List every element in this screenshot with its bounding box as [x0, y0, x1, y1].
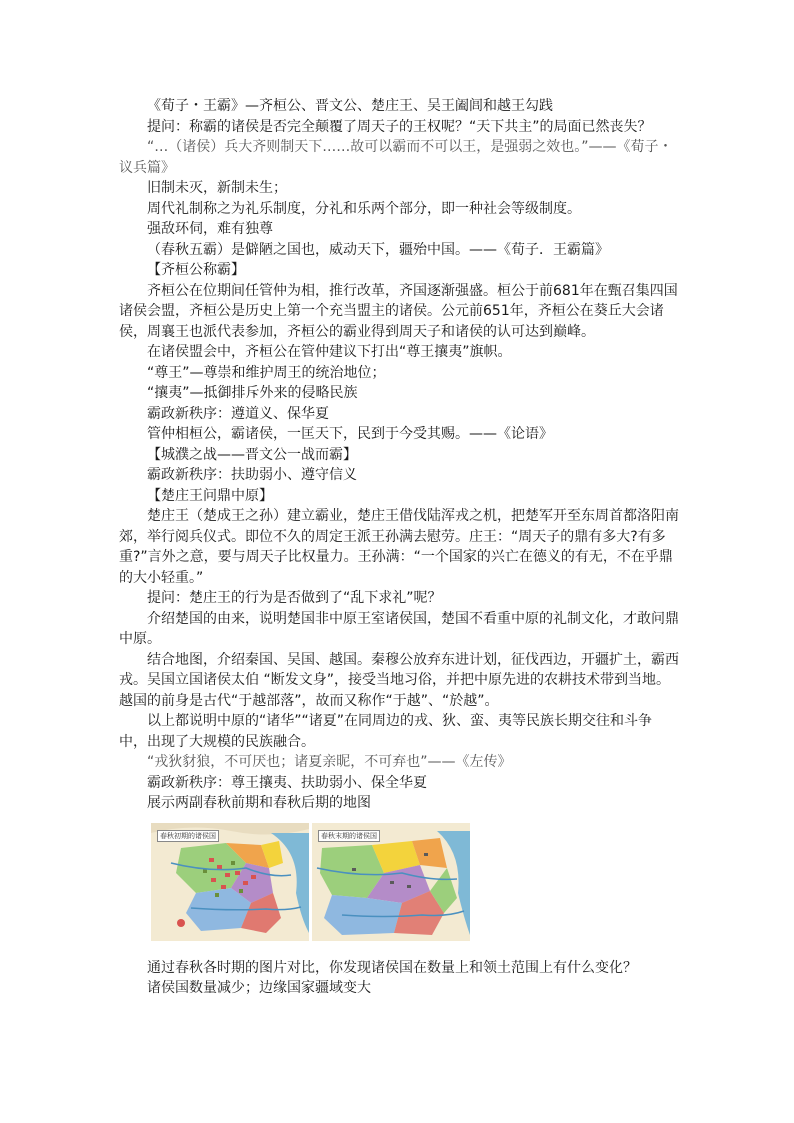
line-15: 霸政新秩序：扶助弱小、遵守信义: [147, 467, 357, 483]
line-22-quote: “戎狄豺狼，不可厌也；诸夏亲昵，不可弃也”——《左传》: [147, 754, 512, 770]
line-5: 强敌环伺，难有独尊: [147, 221, 273, 237]
line-18: 提问：楚庄王的行为是否做到了“乱下求礼”呢？: [147, 590, 442, 606]
question-comparison: 通过春秋各时期的图片对比，你发现诸侯国在数量上和领土范围上有什么变化？: [147, 959, 637, 976]
line-6: （春秋五霸）是僻陋之国也，威动天下，疆殆中国。——《荀子．王霸篇》: [147, 241, 609, 258]
line-23: 霸政新秩序：尊王攘夷、扶助弱小、保全华夏: [147, 774, 427, 791]
line-13: 管仲相桓公，霸诸侯，一匡天下，民到于今受其赐。——《论语》: [147, 426, 553, 442]
line-19: 介绍楚国的由来，说明楚国非中原王室诸侯国，楚国不看重中原的礼制文化，才敢问鼎中原。: [119, 610, 679, 647]
line-11: “攘夷”—抵御排斥外来的侵略民族: [147, 385, 358, 401]
closing-lines: [119, 958, 679, 999]
line-0: 《荀子・王霸》—齐桓公、晋文公、楚庄王、吴王阖闾和越王勾践: [147, 98, 553, 114]
line-10: “尊王”—尊崇和维护周王的统治地位；: [147, 364, 386, 381]
line-4: 周代礼制称之为礼乐制度，分礼和乐两个部分，即一种社会等级制度。: [147, 200, 581, 217]
map-early-title: 春秋初期的诸侯国: [157, 830, 219, 842]
section-qi-huangong: 【齐桓公称霸】: [147, 262, 245, 278]
line-24: 展示两副春秋前期和春秋后期的地图: [147, 795, 371, 811]
line-12: 霸政新秩序：遵道义、保华夏: [147, 405, 329, 422]
paragraph-qin-wu-yue: 结合地图，介绍秦国、吴国、越国。秦穆公放弃东进计划，征伐西边，开疆扩土，霸西戎。吴国立国诸侯太伯 “断发文身”，接受当地习俗，并把中原先进的农耕技术带到当地。越国的前身是古代“于越部落”，故而又称作“于越”、“於越”。: [119, 651, 679, 709]
maps-row: [151, 823, 679, 941]
paragraph-qi-huangong: 齐桓公在位期间任管仲为相，推行改革，齐国逐渐强盛。桓公于前681年在甄召集四国诸侯会盟，齐桓公是历史上第一个充当盟主的诸侯。公元前651年，齐桓公在葵丘大会诸侯，周襄王也派代表参加，齐桓公的霸业得到周天子和诸侯的认可达到巅峰。: [119, 282, 678, 340]
paragraph-fusion: 以上都说明中原的“诸华”“诸夏”在同周边的戎、狄、蛮、夷等民族长期交往和斗争中，出现了大规模的民族融合。: [119, 713, 653, 750]
document-body: [119, 96, 679, 999]
line-9: 在诸侯盟会中，齐桓公在管仲建议下打出“尊王攘夷”旗帜。: [147, 344, 512, 360]
answer-comparison: 诸侯国数量减少；边缘国家疆域变大: [147, 980, 371, 996]
line-1: 提问：称霸的诸侯是否完全颠覆了周天子的王权呢？“天下共主”的局面已然丧失？: [147, 118, 652, 135]
paragraph-chu-zhuangwang: 楚庄王（楚成王之孙）建立霸业，楚庄王借伐陆浑戎之机，把楚军开至东周首都洛阳南郊，举行阅兵仪式。即位不久的周定王派王孙满去慰劳。庄王：“周天子的鼎有多大?有多重?”言外之意，要与周天子比权量力。王孙满：“一个国家的兴亡在德义的有无，不在乎鼎的大小轻重。”: [119, 508, 679, 586]
section-chu-zhuangwang: 【楚庄王问鼎中原】: [147, 487, 273, 504]
text-lines: [119, 96, 679, 814]
map-late-spring-autumn: [312, 823, 470, 941]
map-late-title: 春秋末期的诸侯国: [318, 830, 380, 842]
line-2-quote: “…（诸侯）兵大齐则制天下……故可以霸而不可以王，是强弱之效也。”——《荀子・议兵篇》: [119, 139, 673, 176]
line-3: 旧制未灭，新制未生；: [147, 180, 287, 196]
section-chengpu: 【城濮之战——晋文公一战而霸】: [147, 446, 357, 463]
map-early-spring-autumn: [151, 823, 309, 941]
